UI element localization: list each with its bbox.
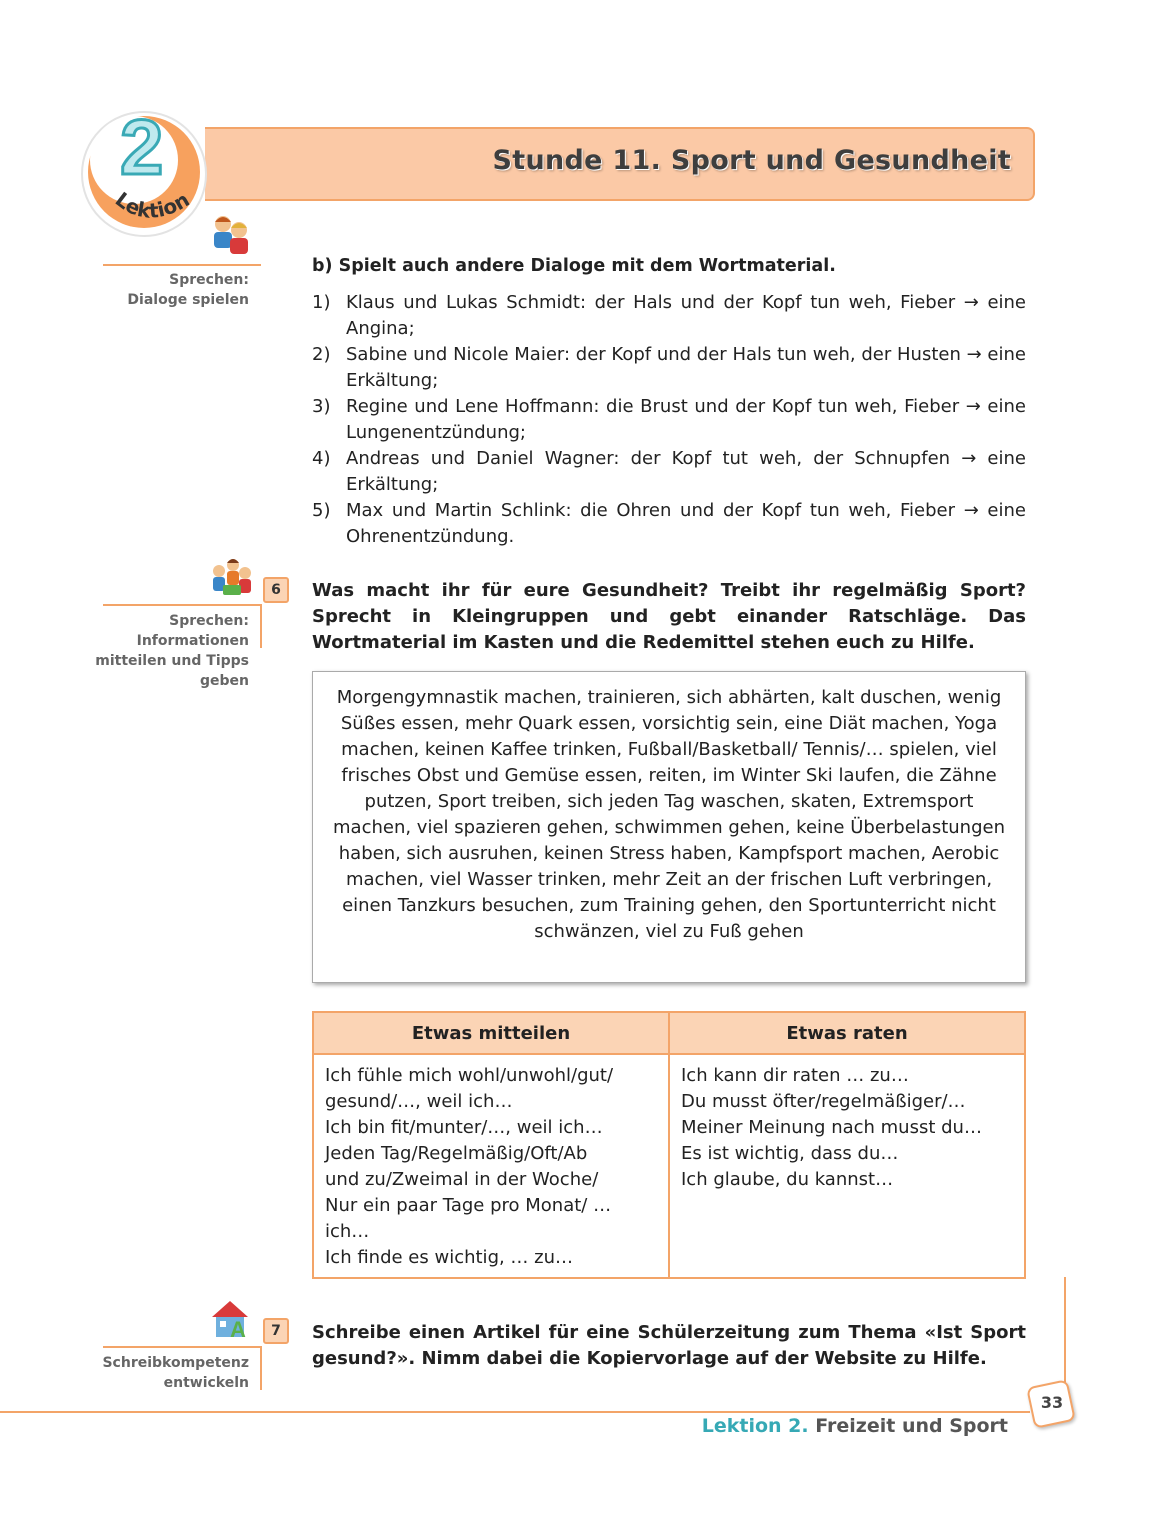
redemittel-line: Du musst öfter/regelmäßiger/… — [681, 1091, 966, 1112]
header-band — [205, 127, 1035, 201]
lesson-badge — [72, 92, 222, 242]
task-b-title: b) Spielt auch andere Dialoge mit dem Wortmaterial. — [312, 256, 836, 276]
column-mitteilen-cell — [313, 1054, 669, 1278]
dialog-item-text: Andreas und Daniel Wagner: der Kopf tut weh, der Schnupfen → eine Erkältung; — [346, 448, 1026, 495]
sidebar-label-writing: Schreibkompetenz entwickeln — [102, 1355, 249, 1391]
dialog-item — [312, 498, 1026, 550]
redemittel-line: und zu/Zweimal in der Woche/ — [325, 1169, 599, 1190]
task-6-text: Was macht ihr für eure Gesundheit? Treibt ihr regelmäßig Sport? Sprecht in Kleingruppen und gebt einander Ratschläge. Das Wortmaterial im Kasten und die Redemittel stehen euch zu Hilfe. — [312, 580, 1026, 653]
dialog-item — [312, 342, 1026, 394]
house-letter-icon — [208, 1297, 254, 1343]
redemittel-line: ich… — [325, 1221, 370, 1242]
sidebar-divider — [103, 604, 261, 606]
footer-line — [0, 1411, 1030, 1413]
dialog-item — [312, 290, 1026, 342]
sidebar-label-dialogues: Sprechen: Dialoge spielen — [127, 272, 249, 308]
two-children-icon — [210, 214, 252, 264]
dialog-item-number: 1) — [312, 292, 331, 313]
column-raten-cell — [669, 1054, 1025, 1278]
dialog-item-number: 5) — [312, 500, 331, 521]
column-header-raten: Etwas raten — [669, 1012, 1025, 1054]
footer-lesson-title: Freizeit und Sport — [815, 1415, 1008, 1437]
sidebar-divider-vertical — [260, 604, 262, 648]
redemittel-table — [312, 1011, 1026, 1279]
footer-lesson-label: Lektion 2. — [701, 1415, 809, 1437]
redemittel-line: Meiner Meinung nach musst du… — [681, 1117, 982, 1138]
dialog-item-text: Sabine und Nicole Maier: der Kopf und der Hals tun weh, der Husten → eine Erkältung; — [346, 344, 1026, 391]
dialog-item-text: Klaus und Lukas Schmidt: der Hals und der Kopf tun weh, Fieber → eine Angina; — [346, 292, 1026, 339]
column-header-mitteilen: Etwas mitteilen — [313, 1012, 669, 1054]
sidebar-divider — [103, 264, 261, 266]
sidebar-divider — [103, 1346, 261, 1348]
dialog-item-number: 3) — [312, 396, 331, 417]
redemittel-line: Nur ein paar Tage pro Monat/ … — [325, 1195, 612, 1216]
group-speaking-icon — [209, 557, 253, 601]
dialog-item-text: Max und Martin Schlink: die Ohren und der Kopf tun weh, Fieber → eine Ohrenentzündung. — [346, 500, 1026, 547]
lesson-word: Lektion — [110, 187, 194, 223]
footer-lesson — [702, 1415, 1008, 1437]
redemittel-line: Es ist wichtig, dass du… — [681, 1143, 899, 1164]
task-number-6: 6 — [263, 577, 289, 603]
redemittel-line: Ich kann dir raten … zu… — [681, 1065, 909, 1086]
dialog-item-text: Regine und Lene Hoffmann: die Brust und der Kopf tun weh, Fieber → eine Lungenentzündung; — [346, 396, 1026, 443]
task-number-7: 7 — [263, 1318, 289, 1344]
dialog-item — [312, 394, 1026, 446]
svg-text:A: A — [230, 1317, 246, 1339]
redemittel-line: gesund/…, weil ich… — [325, 1091, 513, 1112]
sidebar-label-speaking: Sprechen: Informationen mitteilen und Tipps geben — [95, 613, 249, 689]
redemittel-line: Jeden Tag/Regelmäßig/Oft/Ab — [325, 1143, 588, 1164]
page-number: 33 — [1040, 1393, 1064, 1412]
redemittel-line: Ich fühle mich wohl/unwohl/gut/ — [325, 1065, 614, 1086]
redemittel-line: Ich glaube, du kannst… — [681, 1169, 894, 1190]
right-margin-line — [1064, 1277, 1066, 1385]
page-title: Stunde 11. Sport und Gesundheit — [492, 145, 1011, 176]
lesson-number: 2 — [120, 103, 164, 191]
redemittel-line: Ich finde es wichtig, … zu… — [325, 1247, 574, 1268]
word-material-box: Morgengymnastik machen, trainieren, sich abhärten, kalt duschen, wenig Süßes essen, mehr Quark essen, vorsichtig sein, eine Diät machen, Yoga machen, keinen Kaffee trinken, Fußball/Basketball/ Tennis/… spielen, viel frisches Obst und Gemüse essen, reiten, im Winter Ski laufen, die Zähne putzen, Sport treiben, sich jeden Tag waschen, skaten, Extremsport machen, viel spazieren gehen, schwimmen gehen, keine Überbelastungen haben, sich ausruhen, keinen Stress haben, Kampfsport machen, Aerobic machen, viel Wasser trinken, mehr Zeit an der frischen Luft verbringen, einen Tanzkurs besuchen, zum Training gehen, den Sportunterricht nicht schwänzen, viel zu Fuß gehen — [312, 671, 1026, 983]
sidebar-divider-vertical — [260, 1346, 262, 1390]
task-7-text: Schreibe einen Artikel für eine Schülerzeitung zum Thema «Ist Sport gesund?». Nimm dabei die Kopiervorlage auf der Website zu Hilfe. — [312, 1322, 1026, 1369]
dialog-list — [312, 290, 1026, 550]
redemittel-line: Ich bin fit/munter/…, weil ich… — [325, 1117, 603, 1138]
dialog-item — [312, 446, 1026, 498]
dialog-item-number: 4) — [312, 448, 331, 469]
dialog-item-number: 2) — [312, 344, 331, 365]
lesson-badge-graphic — [72, 92, 222, 242]
